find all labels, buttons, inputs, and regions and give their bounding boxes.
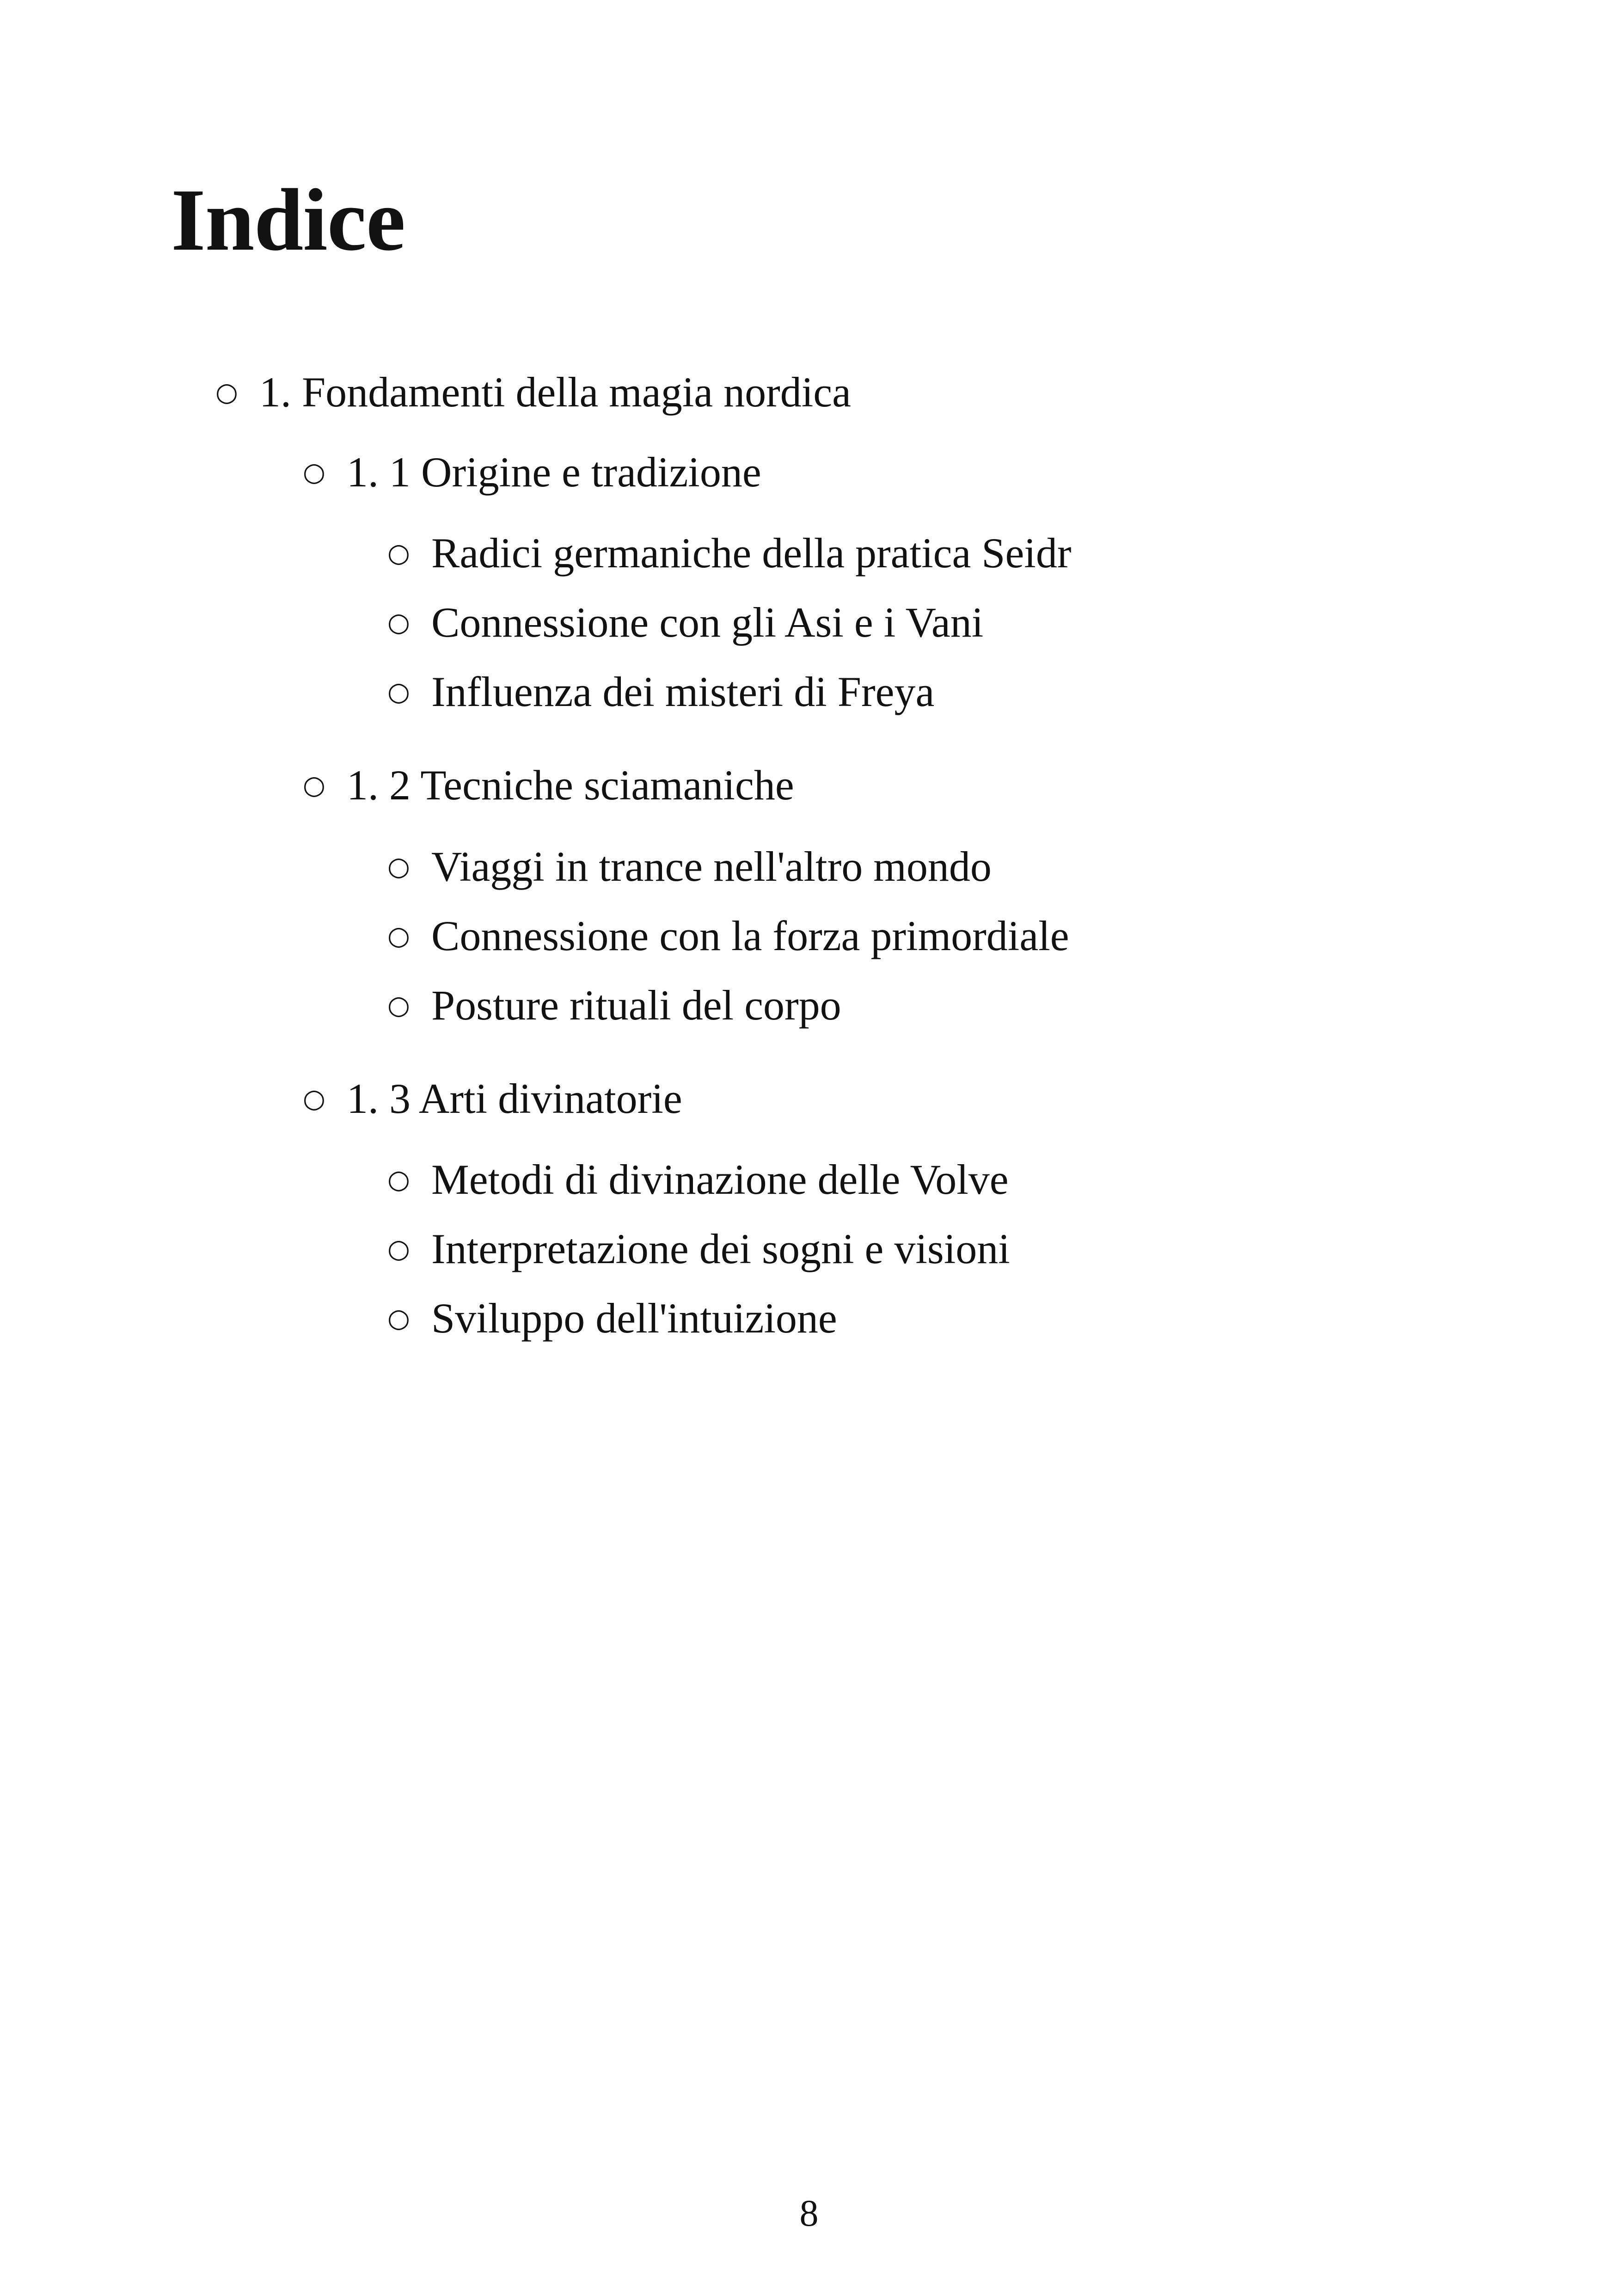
toc-entry-label: 1. 1 Origine e tradizione <box>347 448 761 496</box>
circle-bullet-icon: ○ <box>387 1303 410 1333</box>
toc-item[interactable] <box>387 1158 1009 1201</box>
toc-item[interactable] <box>387 529 1072 577</box>
circle-bullet-icon: ○ <box>215 377 238 407</box>
circle-bullet-icon: ○ <box>387 1234 410 1264</box>
circle-bullet-icon: ○ <box>387 677 410 707</box>
circle-bullet-icon: ○ <box>387 990 410 1020</box>
toc-entry-label: Radici germaniche della pratica Seidr <box>431 529 1072 577</box>
circle-bullet-icon: ○ <box>303 770 325 800</box>
circle-bullet-icon: ○ <box>387 921 410 951</box>
toc-entry-label: 1. 3 Arti divinatorie <box>347 1075 682 1122</box>
toc-section-1-1[interactable] <box>303 448 761 496</box>
circle-bullet-icon: ○ <box>387 1165 410 1195</box>
page-number: 8 <box>799 2192 819 2234</box>
toc-chapter-1[interactable] <box>215 368 851 416</box>
toc-item[interactable] <box>387 1295 837 1342</box>
toc-entry-label: Sviluppo dell'intuizione <box>431 1295 837 1342</box>
toc-item[interactable] <box>387 1225 1010 1272</box>
circle-bullet-icon: ○ <box>387 608 410 638</box>
toc-entry-label: Metodi di divinazione delle Volve <box>431 1156 1009 1203</box>
toc-entry-label: Connessione con gli Asi e i Vani <box>431 599 984 646</box>
toc-section-1-2[interactable] <box>303 761 794 809</box>
toc-entry-label: Influenza dei misteri di Freya <box>431 668 935 715</box>
toc-item[interactable] <box>387 912 1069 959</box>
toc-entry-label: Viaggi in trance nell'altro mondo <box>431 843 992 890</box>
toc-item[interactable] <box>387 845 992 888</box>
toc-item[interactable] <box>387 601 983 644</box>
toc-entry-label: 1. 2 Tecniche sciamaniche <box>347 761 794 809</box>
toc-item[interactable] <box>387 982 841 1029</box>
circle-bullet-icon: ○ <box>387 852 410 882</box>
toc-item[interactable] <box>387 670 934 713</box>
circle-bullet-icon: ○ <box>387 538 410 568</box>
circle-bullet-icon: ○ <box>303 457 325 487</box>
toc-entry-label: Posture rituali del corpo <box>431 982 841 1029</box>
circle-bullet-icon: ○ <box>303 1084 325 1114</box>
toc-section-1-3[interactable] <box>303 1077 682 1120</box>
toc-entry-label: Interpretazione dei sogni e visioni <box>431 1225 1010 1272</box>
page-title: Indice <box>171 171 405 269</box>
toc-entry-label: 1. Fondamenti della magia nordica <box>259 368 851 416</box>
toc-entry-label: Connessione con la forza primordiale <box>431 912 1069 959</box>
